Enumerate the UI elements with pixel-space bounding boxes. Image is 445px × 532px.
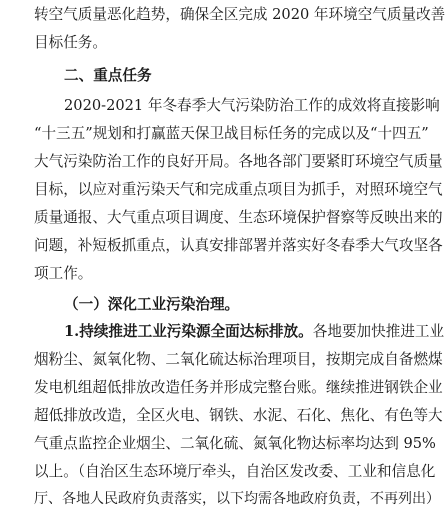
section-heading: 二、重点任务 <box>64 67 152 84</box>
item-1-first-line <box>34 318 445 345</box>
subsection-heading: （一）深化工业污染治理。 <box>64 296 240 313</box>
paragraph-line: 问题，补短板抓重点，认真安排部署并落实好冬春季大气攻坚各 <box>34 237 443 254</box>
paragraph-line: 目标，以应对重污染天气和完成重点项目为抓手，对照环境空气 <box>34 181 443 198</box>
paragraph-line: 项工作。 <box>34 265 93 282</box>
paragraph-line: 发电机组超低排放改造任务并形成完整台账。继续推进钢铁企业 <box>34 379 443 396</box>
paragraph-line: 质量通报、大气重点项目调度、生态环境保护督察等反映出来的 <box>34 209 443 226</box>
paragraph-line: 超低排放改造，全区火电、钢铁、水泥、石化、焦化、有色等大 <box>34 407 443 424</box>
paragraph-line: 气重点监控企业烟尘、二氧化硫、氮氧化物达标率均达到 95% <box>34 435 436 452</box>
paragraph-line: 烟粉尘、氮氧化物、二氧化硫达标治理项目，按期完成自备燃煤 <box>34 351 443 368</box>
paragraph-line: 2020-2021 年冬春季大气污染防治工作的成效将直接影响 <box>64 97 440 114</box>
paragraph-line: “十三五”规划和打赢蓝天保卫战目标任务的完成以及“十四五” <box>34 125 429 142</box>
paragraph-line: 大气污染防治工作的良好开局。各地各部门要紧盯环境空气质量 <box>34 153 443 170</box>
paragraph-line: 厅、各地人民政府负责落实，以下均需各地政府负责，不再列出） <box>34 491 440 507</box>
intro-line-2: 目标任务。 <box>34 34 107 51</box>
item-1-title: 1.持续推进工业污染源全面达标排放。 <box>64 323 313 340</box>
item-1-text: 各地要加快推进工业 <box>312 323 445 340</box>
paragraph-line: 以上。（自治区生态环境厅牵头，自治区发改委、工业和信息化 <box>34 463 436 480</box>
intro-line-1: 转空气质量恶化趋势，确保全区完成 2020 年环境空气质量改善 <box>34 6 445 23</box>
